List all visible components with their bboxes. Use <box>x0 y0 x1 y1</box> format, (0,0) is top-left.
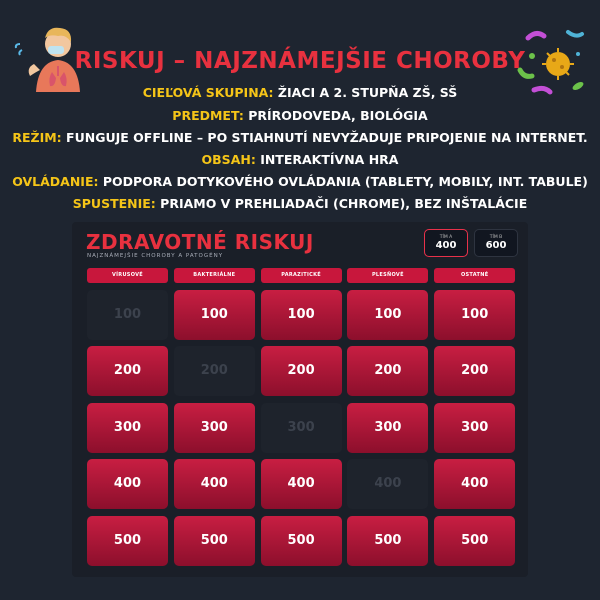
info-value: PRÍRODOVEDA, BIOLÓGIA <box>248 108 428 123</box>
info-subject <box>0 108 600 123</box>
question-tile[interactable]: 400 <box>434 459 515 509</box>
info-controls <box>0 174 600 189</box>
team-name: TÍM A <box>439 235 453 240</box>
question-tile-used: 400 <box>347 459 428 509</box>
question-tile[interactable]: 200 <box>261 346 342 396</box>
question-tile[interactable]: 100 <box>347 290 428 340</box>
question-tile[interactable]: 300 <box>434 403 515 453</box>
info-value: PODPORA DOTYKOVÉHO OVLÁDANIA (TABLETY, MOBILY, INT. TABULE) <box>102 174 588 189</box>
question-tile[interactable]: 100 <box>434 290 515 340</box>
question-tile[interactable]: 500 <box>87 516 168 566</box>
question-tile[interactable]: 500 <box>174 516 255 566</box>
page-title: RISKUJ – NAJZNÁMEJŠIE CHOROBY <box>74 48 526 74</box>
question-tile[interactable]: 100 <box>261 290 342 340</box>
category-header: PLESŇOVÉ <box>347 268 428 283</box>
question-tile[interactable]: 400 <box>174 459 255 509</box>
info-value: INTERAKTÍVNA HRA <box>260 152 399 167</box>
info-value: ŽIACI A 2. STUPŇA ZŠ, SŠ <box>277 85 458 100</box>
category-header: PARAZITICKÉ <box>261 268 342 283</box>
category-header: OSTATNÉ <box>434 268 515 283</box>
question-tile[interactable]: 300 <box>174 403 255 453</box>
category-header: VÍRUSOVÉ <box>87 268 168 283</box>
question-tile[interactable]: 200 <box>347 346 428 396</box>
question-tile[interactable]: 200 <box>87 346 168 396</box>
game-board <box>87 268 512 568</box>
question-tile-used: 100 <box>87 290 168 340</box>
team-a-score-card[interactable] <box>424 229 468 257</box>
question-tile[interactable]: 400 <box>87 459 168 509</box>
team-b-score-card[interactable] <box>474 229 518 257</box>
game-subtitle: NAJZNÁMEJŠIE CHOROBY A PATOGÉNY <box>87 253 224 259</box>
question-tile[interactable]: 200 <box>434 346 515 396</box>
info-content <box>0 152 600 167</box>
team-score: 400 <box>435 240 457 251</box>
info-label: SPUSTENIE: <box>72 196 156 211</box>
question-tile[interactable]: 500 <box>261 516 342 566</box>
info-mode <box>0 130 600 145</box>
question-tile[interactable]: 500 <box>347 516 428 566</box>
info-label: REŽIM: <box>12 130 62 145</box>
info-label: PREDMET: <box>172 108 244 123</box>
team-score: 600 <box>485 240 507 251</box>
question-tile[interactable]: 300 <box>347 403 428 453</box>
game-title: ZDRAVOTNÉ RISKUJ <box>86 230 314 254</box>
question-tile[interactable]: 300 <box>87 403 168 453</box>
question-tile-used: 200 <box>174 346 255 396</box>
info-label: OBSAH: <box>201 152 256 167</box>
info-launch <box>0 196 600 211</box>
info-value: PRIAMO V PREHLIADAČI (CHROME), BEZ INŠTALÁCIE <box>160 196 528 211</box>
info-target-group <box>0 85 600 100</box>
question-tile[interactable]: 400 <box>261 459 342 509</box>
category-header: BAKTERIÁLNE <box>174 268 255 283</box>
question-tile[interactable]: 100 <box>174 290 255 340</box>
team-name: TÍM B <box>489 235 503 240</box>
info-label: OVLÁDANIE: <box>12 174 99 189</box>
game-window <box>72 222 528 577</box>
info-label: CIEĽOVÁ SKUPINA: <box>142 85 274 100</box>
question-tile-used: 300 <box>261 403 342 453</box>
question-tile[interactable]: 500 <box>434 516 515 566</box>
info-value: FUNGUJE OFFLINE – PO STIAHNUTÍ NEVYŽADUJE PRIPOJENIE NA INTERNET. <box>66 130 588 145</box>
